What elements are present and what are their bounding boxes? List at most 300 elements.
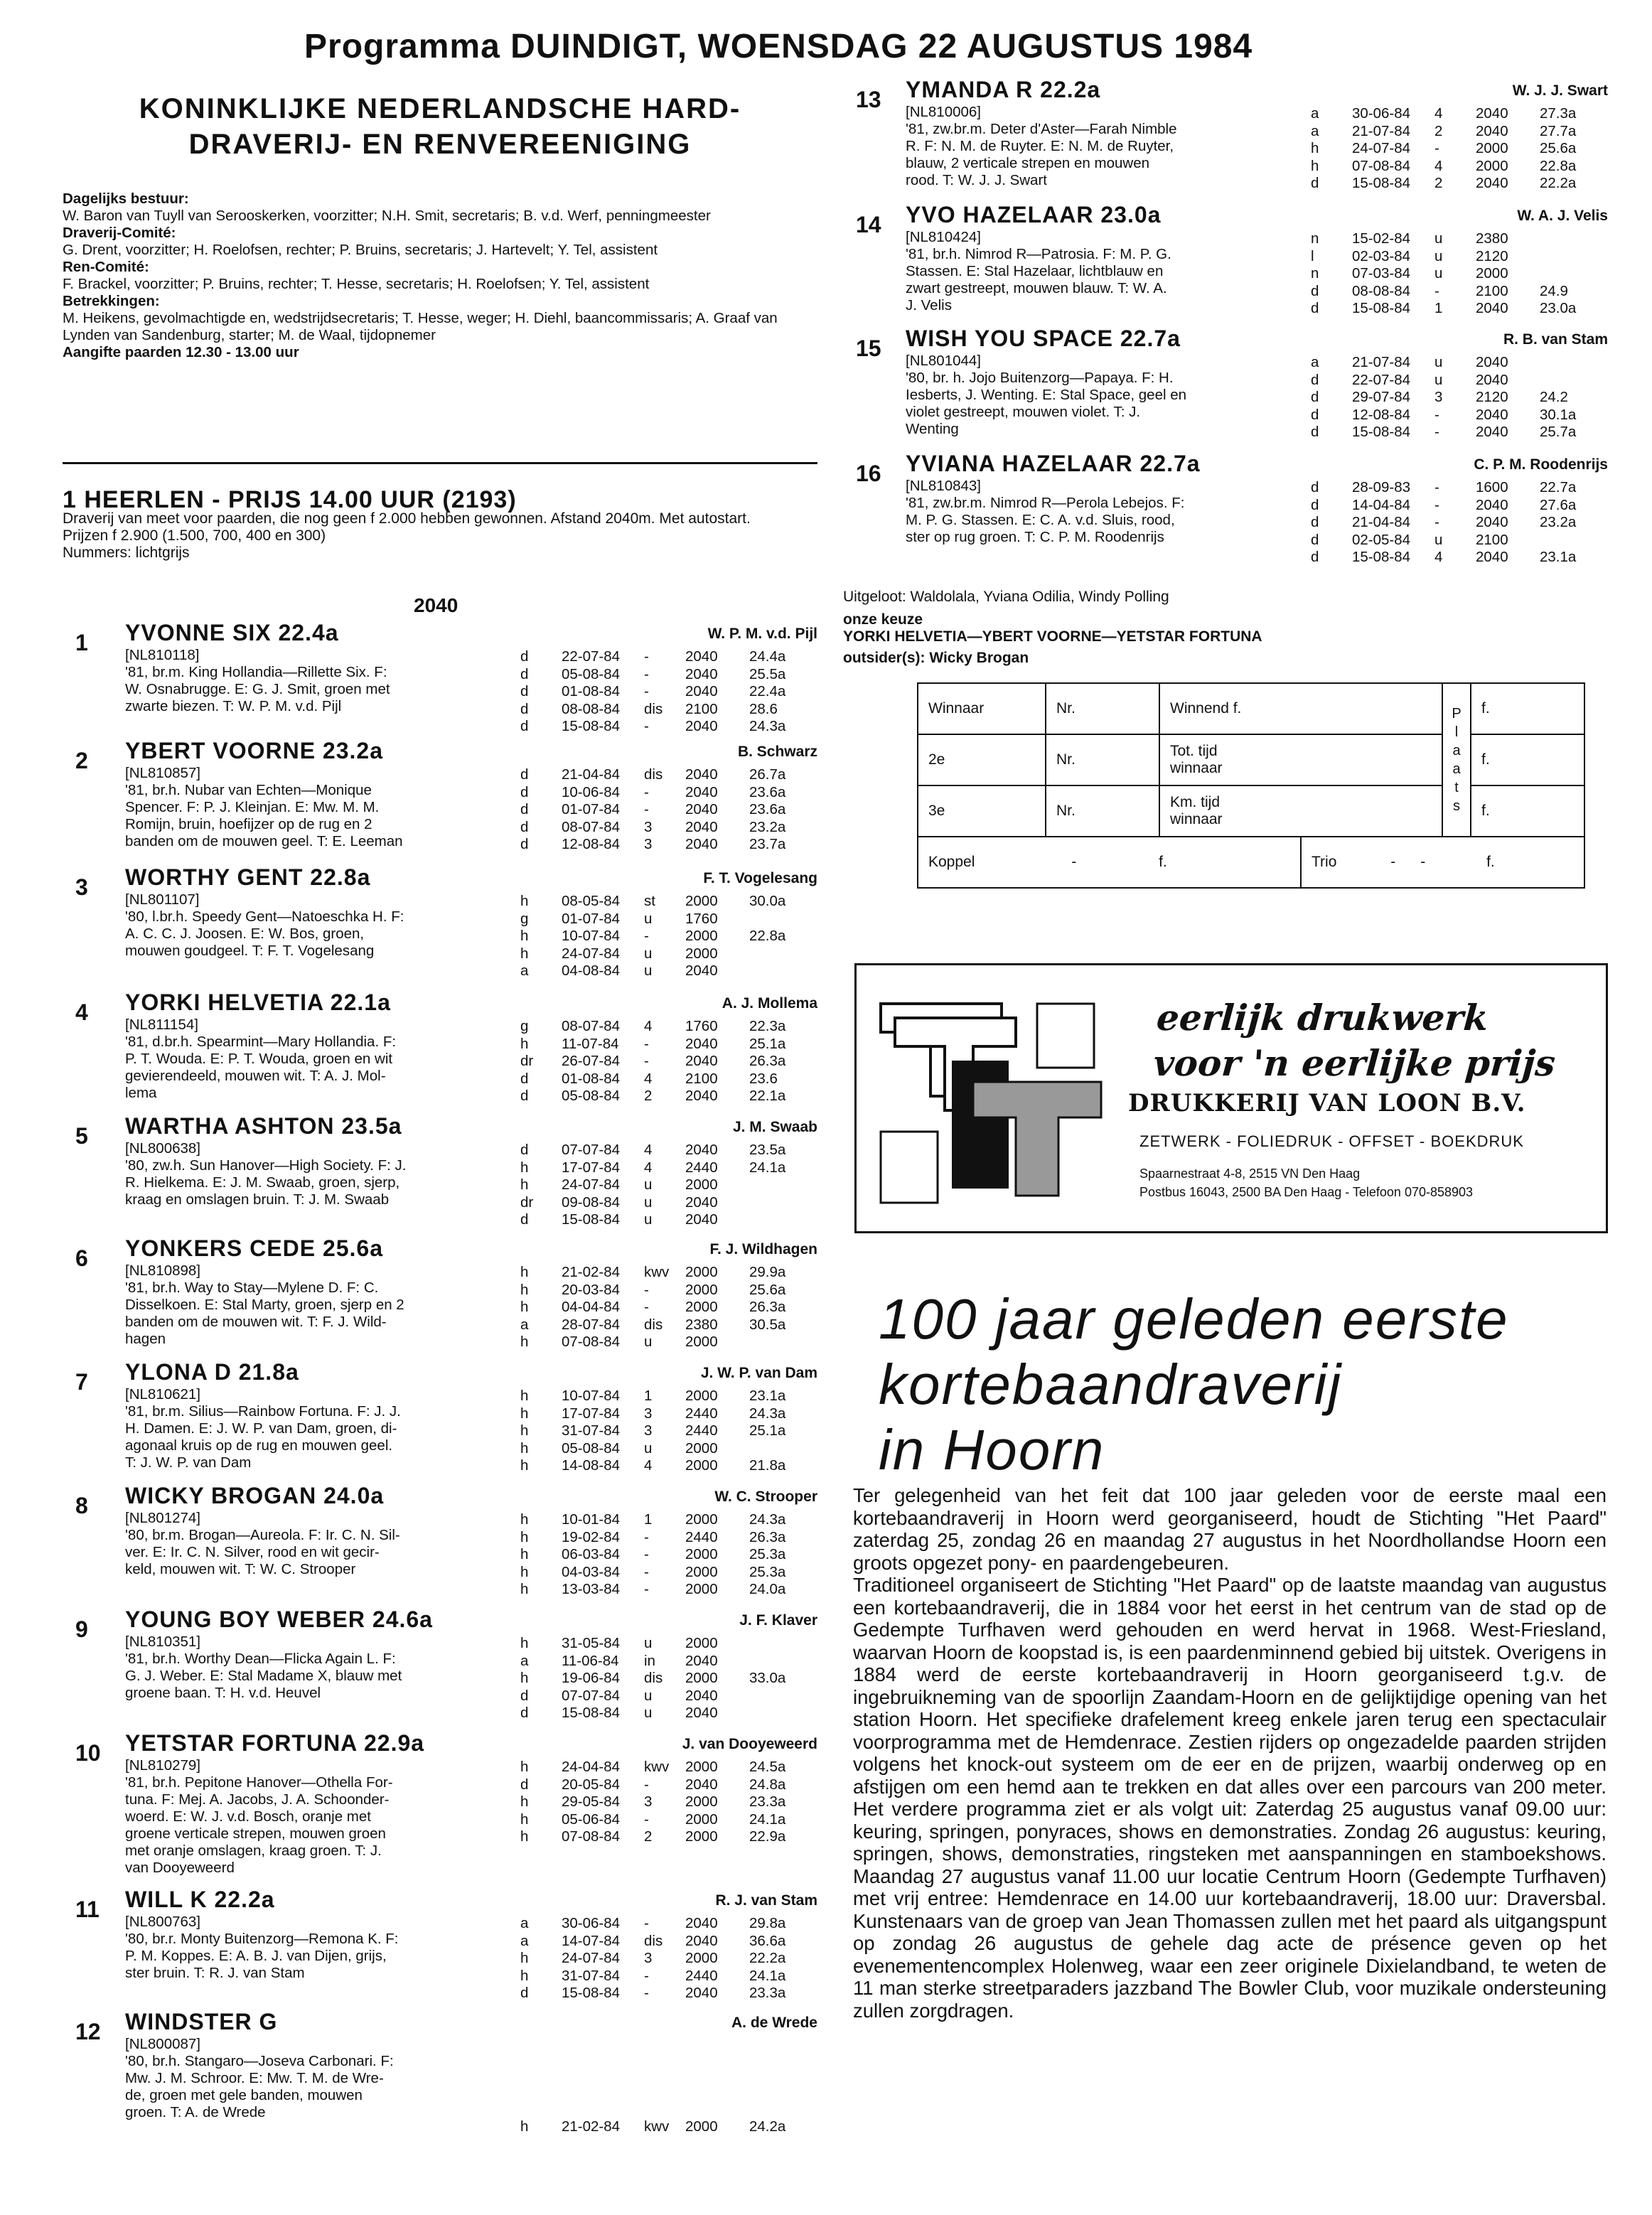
race-date: 09-08-84 xyxy=(562,1194,621,1211)
race-distance: 2100 xyxy=(685,700,718,717)
tote-trio: Trio - - f. xyxy=(1301,837,1584,888)
race-distance: 2040 xyxy=(685,1053,718,1069)
result-row xyxy=(1311,123,1608,141)
horse-name: WARTHA ASHTON 23.5a xyxy=(125,1113,402,1139)
association-line-2: DRAVERIJ- EN RENVEREENIGING xyxy=(188,129,692,160)
result-row xyxy=(520,945,817,963)
race-distance: 2040 xyxy=(685,962,718,979)
race-date: 31-05-84 xyxy=(562,1635,621,1651)
race-distance: 2040 xyxy=(1476,122,1508,139)
result-row xyxy=(520,1950,817,1968)
horse-driver: A. J. Mollema xyxy=(722,995,817,1012)
race-distance: 2040 xyxy=(1476,406,1508,423)
horse-description-line: [NL810006] xyxy=(906,104,982,120)
race-date: 21-07-84 xyxy=(1352,122,1411,139)
race-date: 15-08-84 xyxy=(562,1705,621,1721)
result-row xyxy=(520,1088,817,1105)
horse-description xyxy=(125,765,580,850)
race-date: 12-08-84 xyxy=(1352,406,1411,423)
horse-name: YETSTAR FORTUNA 22.9a xyxy=(125,1730,425,1756)
placing: u xyxy=(644,1635,653,1651)
race-extra-info xyxy=(843,589,1262,667)
horse-description-line: [NL810279] xyxy=(125,1757,201,1774)
track-code: d xyxy=(1311,479,1319,495)
result-row xyxy=(1311,497,1608,515)
race-time: 22.8a xyxy=(749,928,786,944)
race-distance: 2440 xyxy=(685,1405,718,1422)
race-date: 21-04-84 xyxy=(562,766,621,783)
race-date: 10-07-84 xyxy=(562,928,621,944)
tote-km-time: Km. tijd winnaar xyxy=(1159,785,1442,837)
race-distance: 2040 xyxy=(1476,496,1508,513)
race-date: 02-05-84 xyxy=(1352,531,1411,548)
result-row xyxy=(520,1422,817,1440)
result-row xyxy=(520,1211,817,1229)
placing: dis xyxy=(644,1932,663,1949)
track-code: h xyxy=(520,1035,529,1052)
track-code: h xyxy=(520,1528,529,1545)
race-date: 24-07-84 xyxy=(562,945,621,962)
race-time: 24.9 xyxy=(1540,282,1568,299)
track-code: h xyxy=(520,1759,529,1775)
race-time: 22.7a xyxy=(1540,479,1577,495)
race-time: 22.9a xyxy=(749,1828,786,1845)
horse-driver: F. J. Wildhagen xyxy=(709,1241,817,1257)
officials-heading: Ren-Comité: xyxy=(63,259,149,275)
track-code: a xyxy=(1311,122,1319,139)
horse-number: 4 xyxy=(75,999,88,1025)
horse-driver: W. C. Strooper xyxy=(714,1489,817,1505)
track-code: h xyxy=(520,1828,529,1845)
race-time: 24.3a xyxy=(749,1511,786,1528)
horse-number: 10 xyxy=(75,1740,101,1766)
horse-results xyxy=(520,1142,817,1229)
track-code: d xyxy=(520,718,529,734)
horse-number: 1 xyxy=(75,630,88,655)
race-distance: 2040 xyxy=(685,1687,718,1704)
officials-names: G. Drent, voorzitter; H. Roelofsen, rechter; P. Bruins, secretaris; J. Hartevelt; Y. Tel, assistent xyxy=(63,242,658,258)
result-row xyxy=(520,928,817,945)
result-row xyxy=(520,1142,817,1159)
placing: - xyxy=(1434,424,1439,440)
horse-description-line: [NL811154] xyxy=(125,1017,198,1033)
race-distance: 2000 xyxy=(1476,140,1508,156)
placing: 2 xyxy=(1434,122,1443,139)
placing: in xyxy=(644,1652,655,1669)
horse-description-line: ster op rug groen. T: C. P. M. Roodenrijs xyxy=(906,529,1164,545)
officials-names: F. Brackel, voorzitter; P. Bruins, rechter; T. Hesse, secretaris; H. Roelofsen; Y. Tel, assistent xyxy=(63,276,650,292)
placing: u xyxy=(1434,371,1443,388)
association-line-1: KONINKLIJKE NEDERLANDSCHE HARD- xyxy=(139,93,741,124)
track-code: d xyxy=(1311,300,1319,316)
race-time: 29.8a xyxy=(749,1915,786,1931)
result-row xyxy=(1311,354,1608,372)
result-row xyxy=(520,701,817,719)
track-code: h xyxy=(520,1264,529,1280)
horse-description-line: '81, zw.br.m. Nimrod R—Perola Lebejos. F: xyxy=(906,495,1185,511)
race-date: 17-07-84 xyxy=(562,1405,621,1422)
result-row xyxy=(1311,424,1608,441)
race-date: 01-08-84 xyxy=(562,683,621,699)
track-code: a xyxy=(520,1316,529,1333)
track-code: n xyxy=(1311,265,1319,281)
horse-results xyxy=(520,893,817,980)
race-date: 24-07-84 xyxy=(562,1176,621,1193)
placing: u xyxy=(644,1334,653,1350)
race-distance: 2040 xyxy=(685,1652,718,1669)
tote-place-f3: f. xyxy=(1471,785,1584,837)
race-date: 15-08-84 xyxy=(1352,175,1411,191)
race-distance: 2040 xyxy=(685,1705,718,1721)
printer-name: DRUKKERIJ VAN LOON B.V. xyxy=(1128,1089,1526,1117)
race-date: 15-08-84 xyxy=(562,718,621,734)
tote-total-time: Tot. tijd winnaar xyxy=(1159,734,1442,785)
race-date: 07-03-84 xyxy=(1352,265,1411,281)
printer-address: Spaarnestraat 4-8, 2515 VN Den Haag Postbus 16043, 2500 BA Den Haag - Telefoon 070-858903 xyxy=(1139,1167,1474,1199)
placing: - xyxy=(644,1811,649,1828)
race-date: 31-07-84 xyxy=(562,1422,621,1439)
horse-description-line: '80, zw.h. Sun Hanover—High Society. F: J. xyxy=(125,1157,407,1174)
race-time: 27.6a xyxy=(1540,496,1577,513)
horse-driver: J. F. Klaver xyxy=(739,1612,817,1629)
race-time: 22.2a xyxy=(1540,175,1577,191)
result-row xyxy=(520,1985,817,2002)
outsiders: outsider(s): Wicky Brogan xyxy=(843,650,1029,666)
horse-results xyxy=(1311,479,1608,567)
horse-results xyxy=(520,1388,817,1475)
race-time: 36.6a xyxy=(749,1932,786,1949)
officials-heading: Betrekkingen: xyxy=(63,293,160,309)
track-code: d xyxy=(1311,371,1319,388)
result-row xyxy=(1311,158,1608,176)
race-distance: 2000 xyxy=(685,1828,718,1845)
race-time: 27.7a xyxy=(1540,122,1577,139)
placing: 4 xyxy=(644,1142,653,1158)
race-time: 28.6 xyxy=(749,700,778,717)
horse-description-line: '81, br.h. Nubar van Echten—Monique xyxy=(125,782,372,798)
horse-name: WORTHY GENT 22.8a xyxy=(125,864,371,890)
track-code: d xyxy=(520,1070,529,1087)
horse-description-line: R. F: N. M. de Ruyter. E: N. M. de Ruyter, xyxy=(906,138,1174,154)
article-paragraph: Traditioneel organiseert de Stichting "Het Paard" op de laatste maandag van augustus een kortebaandraverij, die in 1884 voor het eerst in het centrum van de stad op de Gedempte Turfhaven werd gehouden en werd hervat in 1968. West-Friesland, waarvan Hoorn de koopstad is, is een paardenminnend gebied bij uitstek. Overigens in 1884 werd de eerste kortebaandraverij in Hoorn georganiseerd t.g.v. de ingebruikneming van de spoorlijn Zaandam-Hoorn en de gelijktijdige opening van het station Hoorn. Het specifieke drafelement kreeg enkele jaren terug een spectaculair voorprogramma met de Hemdenrace. Zestien rijders op ongezadelde paarden strijden volgens het knock-out systeem om de eer en de prijzen, waarbij onderweg op en afstijgen om een hemd aan te trekken en dat alles over een parcours van 200 meter. Het verdere programma ziet er als volgt uit: Zaterdag 25 augustus vanaf 09.00 uur: keuring, springen, ponyraces, shows en demonstraties. Zondag 26 augustus: keuring, springen, shows, demonstraties, ringsteken met aanspanningen en stamboekshows. Maandag 27 augustus vanaf 11.00 uur locatie Centrum Hoorn (Gedempte Turfhaven) met vrij entree: Hemdenrace en 14.00 uur kortebaandraverij, 18.00 uur: Draversbal. Kunstenaars van de groep van Jean Thomassen zullen met het paard als uitgangspunt op zondag 26 augustus de gehele dag acte de présence geven op het evenementencomplex Holenweg, waar een zeer originele Dixielandband, te weten de 11 man sterke streetparaders jazzband The Bowler Club, voor muzikale ondersteuning zullen zorgdragen. xyxy=(853,1574,1607,2022)
horse-description-line: [NL810843] xyxy=(906,478,982,494)
race-distance: 2040 xyxy=(1476,514,1508,530)
race-distance: 2000 xyxy=(685,1457,718,1474)
result-row xyxy=(520,784,817,802)
race-distance: 2000 xyxy=(685,2118,718,2135)
horse-description-line: [NL810621] xyxy=(125,1386,201,1403)
race-time: 25.1a xyxy=(749,1035,786,1052)
horse-number: 7 xyxy=(75,1369,88,1395)
race-date: 29-05-84 xyxy=(562,1793,621,1810)
race-time: 23.7a xyxy=(749,836,786,852)
horse-number: 2 xyxy=(75,748,88,773)
horse-description xyxy=(125,647,580,715)
result-row xyxy=(520,766,817,784)
result-row xyxy=(1311,105,1608,123)
result-row xyxy=(520,1282,817,1299)
race-date: 19-02-84 xyxy=(562,1528,621,1545)
track-code: a xyxy=(1311,354,1319,370)
race-distance: 2000 xyxy=(685,1299,718,1315)
track-code: h xyxy=(520,1405,529,1422)
race-time: 33.0a xyxy=(749,1670,786,1686)
horse-name: YVO HAZELAAR 23.0a xyxy=(906,202,1162,227)
horse-description-line: A. C. C. J. Joosen. E: W. Bos, groen, xyxy=(125,926,365,942)
race-time: 24.5a xyxy=(749,1759,786,1775)
placing: u xyxy=(1434,531,1443,548)
placing: 3 xyxy=(644,1793,653,1810)
race-date: 01-07-84 xyxy=(562,801,621,817)
horse-description xyxy=(906,478,1361,546)
race-time: 23.6 xyxy=(749,1070,778,1087)
tote-winner-label: Winnaar xyxy=(918,683,1046,734)
race-date: 20-05-84 xyxy=(562,1776,621,1793)
horse-name: YOUNG BOY WEBER 24.6a xyxy=(125,1607,433,1632)
result-row xyxy=(1311,532,1608,549)
horse-number: 13 xyxy=(856,87,881,112)
horse-description-line: H. Damen. E: J. W. P. van Dam, groen, di- xyxy=(125,1420,397,1437)
race-distance: 2040 xyxy=(685,1932,718,1949)
track-code: a xyxy=(520,962,529,979)
horse-description-line: rood. T: W. J. J. Swart xyxy=(906,172,1047,188)
race-distance: 2040 xyxy=(685,1035,718,1052)
placing: 1 xyxy=(644,1388,653,1404)
placing: kwv xyxy=(644,1759,670,1775)
horse-description-line: Romijn, bruin, hoefijzer op de rug en 2 xyxy=(125,816,372,832)
race-date: 26-07-84 xyxy=(562,1053,621,1069)
race-date: 05-08-84 xyxy=(562,1088,621,1104)
result-row xyxy=(520,666,817,684)
horse-description-line: hagen xyxy=(125,1331,166,1347)
horse-driver: W. J. J. Swart xyxy=(1512,82,1608,99)
placing: - xyxy=(644,683,649,699)
track-code: d xyxy=(520,766,529,783)
race-time: 25.6a xyxy=(749,1281,786,1298)
result-row xyxy=(520,1334,817,1351)
tote-place-f2: f. xyxy=(1471,734,1584,785)
race-time: 23.0a xyxy=(1540,300,1577,316)
race-time: 23.6a xyxy=(749,783,786,800)
placing: - xyxy=(644,1776,649,1793)
race-time: 23.6a xyxy=(749,801,786,817)
race-distance: 2040 xyxy=(685,836,718,852)
horse-description-line: tuna. F: Mej. A. Jacobs, J. A. Schoonder- xyxy=(125,1791,390,1808)
race-time: 24.1a xyxy=(749,1159,786,1176)
race-distance: 2100 xyxy=(1476,282,1508,299)
race-date: 10-06-84 xyxy=(562,783,621,800)
track-code: d xyxy=(1311,424,1319,440)
horse-description-line: [NL801274] xyxy=(125,1510,201,1526)
horse-description-line: Iesberts, J. Wenting. E: Stal Space, geel en xyxy=(906,387,1187,403)
race-date: 05-08-84 xyxy=(562,1439,621,1457)
track-code: d xyxy=(520,648,529,665)
race-time: 25.3a xyxy=(749,1546,786,1562)
track-code: h xyxy=(520,945,529,962)
race-distance: 2000 xyxy=(685,1950,718,1966)
registration-time: Aangifte paarden 12.30 - 13.00 uur xyxy=(63,344,299,360)
horse-description-line: banden om de mouwen geel. T: E. Leeman xyxy=(125,833,403,849)
horse-description-line: violet gestreept, mouwen violet. T: J. xyxy=(906,404,1141,420)
horse-description xyxy=(906,229,1361,314)
section-divider xyxy=(63,462,817,464)
track-code: h xyxy=(520,1281,529,1298)
race-distance: 2000 xyxy=(685,1334,718,1350)
placing: 4 xyxy=(644,1159,653,1176)
race-time: 26.3a xyxy=(749,1053,786,1069)
track-code: h xyxy=(520,893,529,909)
race-date: 15-08-84 xyxy=(562,1211,621,1228)
horse-description-line: T: J. W. P. van Dam xyxy=(125,1454,252,1471)
race-date: 06-03-84 xyxy=(562,1546,621,1562)
race-time: 22.4a xyxy=(749,683,786,699)
placing: - xyxy=(644,1985,649,2001)
race-time: 26.3a xyxy=(749,1528,786,1545)
placing: - xyxy=(644,1053,649,1069)
article-title: 100 jaar geleden eerste kortebaandraverij in Hoorn xyxy=(879,1287,1509,1481)
result-row xyxy=(520,1299,817,1316)
horse-description-line: banden om de mouwen wit. T: F. J. Wild- xyxy=(125,1314,387,1330)
race-time: 24.2a xyxy=(749,2118,786,2135)
horse-description-line: W. Osnabrugge. E: G. J. Smit, groen met xyxy=(125,681,390,697)
horse-description xyxy=(125,1140,580,1208)
horse-driver: C. P. M. Roodenrijs xyxy=(1474,456,1608,473)
track-code: h xyxy=(1311,140,1319,156)
race-distance: 2000 xyxy=(685,1176,718,1193)
placing: 2 xyxy=(644,1828,653,1845)
track-code: a xyxy=(1311,105,1319,122)
result-row xyxy=(520,1440,817,1458)
placing: 4 xyxy=(644,1018,653,1034)
race-distance: 2040 xyxy=(685,1142,718,1158)
placing: kwv xyxy=(644,1264,670,1280)
officials-heading: Draverij-Comité: xyxy=(63,225,176,241)
race-distance: 2040 xyxy=(685,648,718,665)
race-title: 1 HEERLEN - PRIJS 14.00 UUR (2193) xyxy=(63,486,517,513)
placing: u xyxy=(1434,247,1443,264)
tote-place-label: P l a a t s xyxy=(1442,683,1471,837)
horse-driver: W. A. J. Velis xyxy=(1517,208,1608,224)
track-code: d xyxy=(1311,514,1319,530)
result-row xyxy=(520,1018,817,1036)
result-row xyxy=(520,1688,817,1705)
result-row xyxy=(1311,265,1608,283)
horse-description xyxy=(125,1634,580,1702)
race-time: 25.3a xyxy=(749,1563,786,1580)
horse-description-line: met oranje omslagen, kraag groen. T: J. xyxy=(125,1843,382,1859)
track-code: d xyxy=(520,1687,529,1704)
track-code: h xyxy=(520,1176,529,1193)
placing: - xyxy=(644,1281,649,1298)
track-code: d xyxy=(1311,496,1319,513)
placing: 4 xyxy=(1434,105,1443,122)
placing: - xyxy=(644,1546,649,1562)
race-date: 20-03-84 xyxy=(562,1281,621,1298)
result-row xyxy=(520,819,817,837)
horse-description-line: '80, br. h. Jojo Buitenzorg—Papaya. F: H. xyxy=(906,370,1174,386)
race-distance: 2120 xyxy=(1476,389,1508,405)
race-date: 15-08-84 xyxy=(1352,424,1411,440)
race-distance: 2000 xyxy=(685,1759,718,1775)
track-code: d xyxy=(1311,549,1319,565)
horse-description-line: [NL810898] xyxy=(125,1262,201,1279)
placing: - xyxy=(644,1563,649,1580)
placing: u xyxy=(644,1194,653,1211)
result-row xyxy=(520,1316,817,1334)
result-row xyxy=(520,1457,817,1475)
result-row xyxy=(1311,549,1608,567)
horse-driver: J. M. Swaab xyxy=(732,1119,817,1135)
track-code: h xyxy=(520,1511,529,1528)
horse-description-line: G. J. Weber. E: Stal Madame X, blauw met xyxy=(125,1668,402,1684)
track-code: d xyxy=(1311,389,1319,405)
horse-description-line: mouwen goudgeel. T: F. T. Vogelesang xyxy=(125,943,375,959)
race-distance: 2000 xyxy=(685,1281,718,1298)
placing: - xyxy=(644,1967,649,1984)
placing: st xyxy=(644,893,655,909)
track-code: d xyxy=(1311,282,1319,299)
horse-description-line: [NL810118] xyxy=(125,647,200,663)
result-row xyxy=(520,1264,817,1282)
withdrawn-horses: Uitgeloot: Waldolala, Yviana Odilia, Windy Polling xyxy=(843,589,1169,605)
horse-description-line: P. T. Wouda. E: P. T. Wouda, groen en wit xyxy=(125,1051,393,1067)
horse-description xyxy=(125,1914,580,1982)
page-title-pre: Programma xyxy=(304,28,500,65)
result-row xyxy=(1311,248,1608,266)
result-row xyxy=(520,1776,817,1794)
race-time: 25.7a xyxy=(1540,424,1577,440)
placing: u xyxy=(644,1176,653,1193)
race-time: 26.3a xyxy=(749,1299,786,1315)
horse-description xyxy=(125,1017,580,1102)
horse-description-line: de, groen met gele banden, mouwen xyxy=(125,2087,363,2103)
our-choice: YORKI HELVETIA—YBERT VOORNE—YETSTAR FORTUNA xyxy=(843,628,1262,645)
placing: u xyxy=(644,1211,653,1228)
race-distance: 2000 xyxy=(685,1546,718,1562)
race-description xyxy=(63,510,817,562)
race-distance: 2040 xyxy=(685,818,718,835)
race-distance: 2040 xyxy=(685,1915,718,1931)
race-date: 10-01-84 xyxy=(562,1511,621,1528)
race-date: 11-06-84 xyxy=(562,1652,619,1669)
result-row xyxy=(520,1828,817,1846)
placing: 2 xyxy=(1434,175,1443,191)
placing: 4 xyxy=(644,1070,653,1087)
result-row xyxy=(520,1176,817,1194)
result-row xyxy=(520,1194,817,1212)
placing: 3 xyxy=(644,818,653,835)
horse-number: 6 xyxy=(75,1245,88,1271)
race-date: 21-04-84 xyxy=(1352,514,1411,530)
placing: - xyxy=(1434,406,1439,423)
track-code: h xyxy=(520,1159,529,1176)
placing: 4 xyxy=(644,1457,653,1474)
race-date: 24-04-84 xyxy=(562,1759,621,1775)
horse-driver: J. W. P. van Dam xyxy=(700,1365,817,1381)
horse-description-line: zwart gestreept, mouwen blauw. T: W. A. xyxy=(906,280,1167,296)
horse-name: YORKI HELVETIA 22.1a xyxy=(125,989,391,1015)
race-date: 02-03-84 xyxy=(1352,247,1411,264)
advert-slogan: eerlijk drukwerk voor 'n eerlijke prijs xyxy=(1152,997,1557,1084)
horse-name: YVIANA HAZELAAR 22.7a xyxy=(906,451,1201,476)
placing: - xyxy=(644,1581,649,1597)
race-date: 01-08-84 xyxy=(562,1070,621,1087)
race-distance: 2380 xyxy=(685,1316,718,1333)
horse-description xyxy=(906,104,1361,189)
race-date: 14-08-84 xyxy=(562,1457,621,1474)
horse-results xyxy=(520,2118,817,2136)
horse-description-line: '80, l.br.h. Speedy Gent—Natoeschka H. F: xyxy=(125,908,404,925)
